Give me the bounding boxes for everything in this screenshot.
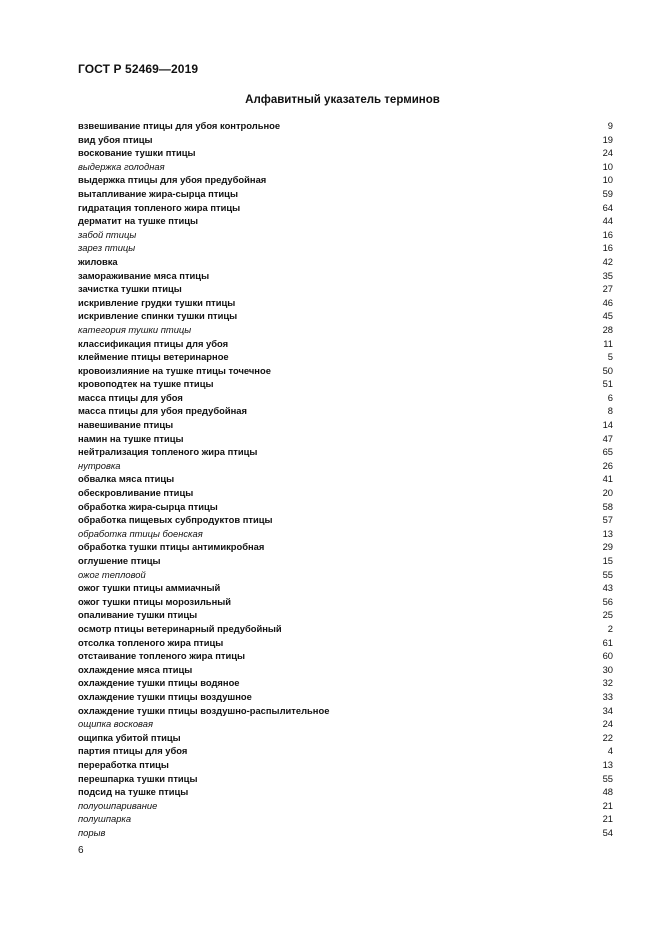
index-page-ref: 22 xyxy=(602,731,613,743)
index-page-ref: 10 xyxy=(602,160,613,172)
index-term: навешивание птицы xyxy=(78,419,174,431)
index-term: ожог тепловой xyxy=(78,568,146,580)
index-term: охлаждение тушки птицы воздушно-распылительное xyxy=(78,704,330,716)
index-term: классификация птицы для убоя xyxy=(78,337,229,349)
index-term: масса птицы для убоя предубойная xyxy=(78,405,247,417)
index-page-ref: 48 xyxy=(602,786,613,798)
index-term: искривление спинки тушки птицы xyxy=(78,310,238,322)
index-entry xyxy=(78,241,613,255)
index-entry xyxy=(78,622,613,636)
index-entry xyxy=(78,663,613,677)
index-term: гидратация топленого жира птицы xyxy=(78,201,241,213)
index-term: жиловка xyxy=(78,255,118,267)
index-page-ref: 55 xyxy=(602,568,613,580)
index-page-ref: 34 xyxy=(602,704,613,716)
index-entry xyxy=(78,282,613,296)
index-entry xyxy=(78,568,613,582)
index-page-ref: 59 xyxy=(602,187,613,199)
index-page-ref: 28 xyxy=(602,323,613,335)
index-entry xyxy=(78,364,613,378)
index-entry xyxy=(78,636,613,650)
index-page-ref: 4 xyxy=(607,745,613,757)
index-page-ref: 14 xyxy=(602,419,613,431)
index-term: замораживание мяса птицы xyxy=(78,269,210,281)
index-entry xyxy=(78,377,613,391)
index-entry xyxy=(78,173,613,187)
index-term: нейтрализация топленого жира птицы xyxy=(78,446,258,458)
index-entry xyxy=(78,160,613,174)
index-entry xyxy=(78,391,613,405)
term-index xyxy=(78,119,613,839)
index-page-ref: 8 xyxy=(607,405,613,417)
index-page-ref: 10 xyxy=(602,174,613,186)
index-entry xyxy=(78,527,613,541)
index-page-ref: 20 xyxy=(602,487,613,499)
index-term: зарез птицы xyxy=(78,242,136,254)
index-entry xyxy=(78,554,613,568)
index-entry xyxy=(78,513,613,527)
index-entry xyxy=(78,418,613,432)
index-page-ref: 43 xyxy=(602,582,613,594)
index-page-ref: 9 xyxy=(607,120,613,131)
index-term: партия птицы для убоя xyxy=(78,745,188,757)
index-page-ref: 25 xyxy=(602,609,613,621)
index-page-ref: 61 xyxy=(602,636,613,648)
index-term: забой птицы xyxy=(78,228,137,240)
index-entry xyxy=(78,323,613,337)
index-term: порыв xyxy=(78,826,106,838)
index-page-ref: 26 xyxy=(602,459,613,471)
index-entry xyxy=(78,486,613,500)
index-page-ref: 42 xyxy=(602,255,613,267)
index-term: искривление грудки тушки птицы xyxy=(78,296,236,308)
index-entry xyxy=(78,187,613,201)
index-page-ref: 30 xyxy=(602,663,613,675)
index-term: подсид на тушке птицы xyxy=(78,786,189,798)
index-term: клеймение птицы ветеринарное xyxy=(78,351,229,363)
index-entry xyxy=(78,459,613,473)
index-page-ref: 6 xyxy=(607,391,613,403)
index-entry xyxy=(78,731,613,745)
index-entry xyxy=(78,350,613,364)
index-term: взвешивание птицы для убоя контрольное xyxy=(78,120,281,131)
index-page-ref: 16 xyxy=(602,242,613,254)
index-entry xyxy=(78,608,613,622)
index-entry xyxy=(78,799,613,813)
index-entry xyxy=(78,445,613,459)
index-entry xyxy=(78,704,613,718)
index-entry xyxy=(78,201,613,215)
page-title: Алфавитный указатель терминов xyxy=(245,94,440,106)
index-term: охлаждение тушки птицы водяное xyxy=(78,677,240,689)
index-term: полуошпаривание xyxy=(78,799,158,811)
index-page-ref: 54 xyxy=(602,826,613,838)
index-term: ожог тушки птицы морозильный xyxy=(78,595,231,607)
index-entry xyxy=(78,785,613,799)
index-term: отсолка топленого жира птицы xyxy=(78,636,224,648)
index-term: полушпарка xyxy=(78,813,132,825)
page-number: 6 xyxy=(78,845,84,856)
index-entry xyxy=(78,119,613,133)
index-page-ref: 55 xyxy=(602,772,613,784)
index-term: вытапливание жира-сырца птицы xyxy=(78,187,238,199)
index-entry xyxy=(78,676,613,690)
index-entry xyxy=(78,826,613,840)
index-term: опаливание тушки птицы xyxy=(78,609,198,621)
index-term: осмотр птицы ветеринарный предубойный xyxy=(78,622,282,634)
index-entry xyxy=(78,309,613,323)
index-entry xyxy=(78,228,613,242)
index-term: кровоизлияние на тушке птицы точечное xyxy=(78,364,271,376)
index-term: категория тушки птицы xyxy=(78,323,192,335)
index-page-ref: 2 xyxy=(607,622,613,634)
index-term: охлаждение мяса птицы xyxy=(78,663,193,675)
index-entry xyxy=(78,296,613,310)
index-entry xyxy=(78,812,613,826)
index-page-ref: 13 xyxy=(602,527,613,539)
index-entry xyxy=(78,472,613,486)
index-entry xyxy=(78,649,613,663)
index-term: воскование тушки птицы xyxy=(78,147,196,159)
index-entry xyxy=(78,717,613,731)
index-term: выдержка голодная xyxy=(78,160,165,172)
index-term: дерматит на тушке птицы xyxy=(78,215,198,227)
index-term: вид убоя птицы xyxy=(78,133,153,145)
index-page-ref: 64 xyxy=(602,201,613,213)
index-entry xyxy=(78,133,613,147)
index-page-ref: 57 xyxy=(602,514,613,526)
index-entry xyxy=(78,581,613,595)
index-term: обработка тушки птицы антимикробная xyxy=(78,541,265,553)
index-entry xyxy=(78,690,613,704)
index-term: переработка птицы xyxy=(78,758,169,770)
index-term: намин на тушке птицы xyxy=(78,432,184,444)
index-term: отстаивание топленого жира птицы xyxy=(78,650,245,662)
index-term: ожог тушки птицы аммиачный xyxy=(78,582,221,594)
index-term: перешпарка тушки птицы xyxy=(78,772,198,784)
index-entry xyxy=(78,540,613,554)
document-header: ГОСТ Р 52469—2019 xyxy=(78,62,199,76)
index-term: обескровливание птицы xyxy=(78,487,194,499)
index-term: обработка пищевых субпродуктов птицы xyxy=(78,514,273,526)
index-page-ref: 21 xyxy=(602,799,613,811)
index-page-ref: 16 xyxy=(602,228,613,240)
index-entry xyxy=(78,500,613,514)
index-entry xyxy=(78,744,613,758)
index-page-ref: 58 xyxy=(602,500,613,512)
index-page-ref: 19 xyxy=(602,133,613,145)
index-page-ref: 32 xyxy=(602,677,613,689)
index-page-ref: 5 xyxy=(607,351,613,363)
index-page-ref: 13 xyxy=(602,758,613,770)
index-page-ref: 47 xyxy=(602,432,613,444)
index-page-ref: 50 xyxy=(602,364,613,376)
index-page-ref: 45 xyxy=(602,310,613,322)
index-entry xyxy=(78,269,613,283)
index-entry xyxy=(78,432,613,446)
index-page-ref: 11 xyxy=(603,337,613,349)
index-term: ощипка убитой птицы xyxy=(78,731,181,743)
index-term: обработка птицы боенская xyxy=(78,527,203,539)
index-page-ref: 41 xyxy=(602,473,613,485)
index-term: охлаждение тушки птицы воздушное xyxy=(78,690,252,702)
index-page-ref: 24 xyxy=(602,147,613,159)
index-term: кровоподтек на тушке птицы xyxy=(78,378,214,390)
index-page-ref: 56 xyxy=(602,595,613,607)
index-entry xyxy=(78,255,613,269)
index-entry xyxy=(78,146,613,160)
index-page-ref: 65 xyxy=(602,446,613,458)
index-term: выдержка птицы для убоя предубойная xyxy=(78,174,267,186)
index-page-ref: 60 xyxy=(602,650,613,662)
index-entry xyxy=(78,337,613,351)
index-term: ощипка восковая xyxy=(78,718,153,730)
index-term: зачистка тушки птицы xyxy=(78,283,182,295)
index-page-ref: 21 xyxy=(602,813,613,825)
index-entry xyxy=(78,772,613,786)
index-term: масса птицы для убоя xyxy=(78,391,183,403)
index-entry xyxy=(78,758,613,772)
index-page-ref: 51 xyxy=(602,378,613,390)
index-page-ref: 15 xyxy=(602,555,613,566)
index-term: оглушение птицы xyxy=(78,555,161,566)
index-page-ref: 27 xyxy=(602,283,613,295)
index-page-ref: 35 xyxy=(602,269,613,281)
index-page-ref: 44 xyxy=(602,215,613,227)
index-page-ref: 33 xyxy=(602,690,613,702)
index-page-ref: 29 xyxy=(602,541,613,553)
index-term: обработка жира-сырца птицы xyxy=(78,500,218,512)
index-term: обвалка мяса птицы xyxy=(78,473,175,485)
index-entry xyxy=(78,214,613,228)
index-entry xyxy=(78,404,613,418)
index-page-ref: 24 xyxy=(602,718,613,730)
index-term: нутровка xyxy=(78,459,121,471)
index-page-ref: 46 xyxy=(602,296,613,308)
index-entry xyxy=(78,595,613,609)
